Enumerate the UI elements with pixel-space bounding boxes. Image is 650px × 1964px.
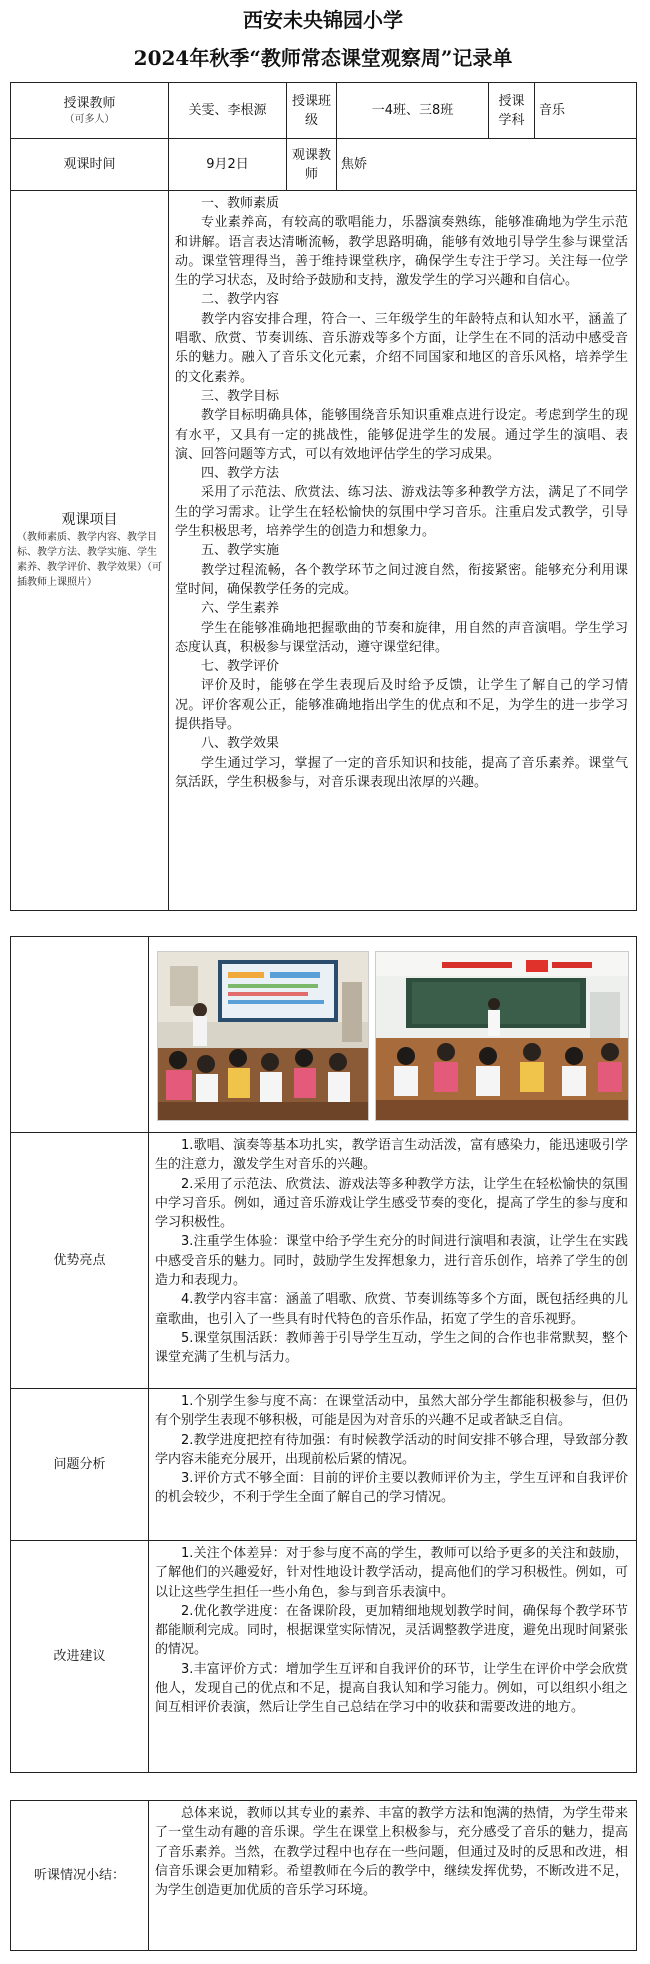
- section-heading: 一、教师素质: [201, 196, 280, 211]
- section-heading: 四、教学方法: [201, 466, 280, 482]
- section-heading: 七、教学评价: [201, 659, 280, 675]
- summary-text: 总体来说，教师以其专业的素养、丰富的教学方法和饱满的热情，为学生带来了一堂生动有趣的音乐课。学生在课堂上积极参与，充分感受了音乐的魅力，提高了音乐素养。当然，在教学过程中也存在一些问题，但通过及时的反思和改进，相信音乐课会更加精彩。希望教师在今后的教学中，继续发挥优势，不断改进不足，为学生创造更加优质的音乐学习环境。: [155, 1806, 628, 1899]
- class-value: 一4班、三8班: [337, 83, 489, 139]
- section-text: 学生通过学习，掌握了一定的音乐知识和技能，提高了音乐素养。课堂气氛活跃，学生积极参与，对音乐课表现出浓厚的兴趣。: [175, 755, 628, 790]
- summary-content: [149, 1801, 637, 1951]
- section-text: 教学过程流畅，各个教学环节之间过渡自然，衔接紧密。能够充分利用课堂时间，确保教学任务的完成。: [175, 562, 628, 597]
- strength-item: 4.教学内容丰富：涵盖了唱歌、欣赏、节奏训练等多个方面，既包括经典的儿童歌曲，也引入了一些具有时代特色的音乐作品，拓宽了学生的音乐视野。: [155, 1292, 628, 1327]
- observation-content: [169, 191, 637, 911]
- observer-label: 观课教师: [287, 139, 337, 191]
- photos-cell: [149, 937, 637, 1133]
- strength-item: 1.歌唱、演奏等基本功扎实，教学语言生动活泼，富有感染力，能迅速吸引学生的注意力，激发学生对音乐的兴趣。: [155, 1138, 628, 1173]
- section-heading: 六、学生素养: [201, 601, 280, 617]
- problem-item: 1.个别学生参与度不高：在课堂活动中，虽然大部分学生都能积极参与，但仍有个别学生表现不够积极，可能是因为对音乐的兴趣不足或者缺乏自信。: [155, 1394, 628, 1429]
- classroom-photo-1-image: [158, 952, 368, 1120]
- problems-content: [149, 1389, 637, 1541]
- classroom-photo-2-image: [376, 952, 628, 1120]
- section-text: 教学内容安排合理，符合一、三年级学生的年龄特点和认知水平，涵盖了唱歌、欣赏、节奏训练、音乐游戏等多个方面，让学生在不同的活动中感受音乐的魅力。融入了音乐文化元素，介绍不同国家和地区的音乐风格，培养学生的文化素养。: [175, 311, 628, 385]
- time-label: 观课时间: [11, 139, 169, 191]
- teacher-label: 授课教师: [63, 96, 116, 111]
- summary-label: 听课情况小结：: [11, 1801, 149, 1951]
- class-label: 授课班级: [287, 83, 337, 139]
- teacher-label-cell: [11, 83, 169, 139]
- observation-note: （教师素质、教学内容、教学目标、教学方法、教学实施、学生素养、教学评价、教学效果）（可插教师上课照片）: [17, 532, 162, 588]
- strengths-label: 优势亮点: [11, 1133, 149, 1389]
- suggestions-label: 改进建议: [11, 1541, 149, 1773]
- observer-value: 焦娇: [337, 139, 637, 191]
- problem-item: 3.评价方式不够全面：目前的评价主要以教师评价为主，学生互评和自我评价的机会较少，不利于学生全面了解自己的学习情况。: [155, 1471, 628, 1506]
- subject-value: 音乐: [535, 83, 637, 139]
- suggestion-item: 3.丰富评价方式：增加学生互评和自我评价的环节，让学生在评价中学会欣赏他人，发现自己的优点和不足，提高自我认知和学习能力。例如，可以组织小组之间互相评价表演，然后让学生自己总结在学习中的收获和需要改进的地方。: [155, 1661, 628, 1716]
- teacher-value: 关雯、李根源: [169, 83, 287, 139]
- school-name: 西安未央锦园小学: [243, 8, 403, 32]
- info-table: [10, 82, 637, 911]
- strength-item: 2.采用了示范法、欣赏法、游戏法等多种教学方法，让学生在轻松愉快的氛围中学习音乐。例如，通过音乐游戏让学生感受节奏的变化，提高了学生的参与度和学习积极性。: [155, 1176, 628, 1231]
- observation-label: 观课项目: [61, 512, 118, 528]
- teacher-label-note: （可多人）: [64, 114, 115, 125]
- suggestions-content: [149, 1541, 637, 1773]
- classroom-photo-2: [375, 951, 629, 1121]
- strength-item: 5.课堂氛围活跃：教师善于引导学生互动，学生之间的合作也非常默契，整个课堂充满了生机与活力。: [155, 1330, 628, 1366]
- photo-label-cell: [11, 937, 149, 1133]
- section-text: 专业素养高，有较高的歌唱能力，乐器演奏熟练，能够准确地为学生示范和讲解。语言表达清晰流畅，教学思路明确，能够有效地引导学生参与课堂活动。课堂管理得当，善于维持课堂秩序，确保学生专注于学习。关注每一位学生的学习状态，及时给予鼓励和支持，激发学生的学习兴趣和自信心。: [175, 215, 628, 289]
- suggestion-item: 2.优化教学进度：在备课阶段，更加精细地规划教学时间，确保每个教学环节都能顺利完成。同时，根据课堂实际情况，灵活调整教学进度，避免出现时间紧张的情况。: [155, 1603, 628, 1658]
- strengths-content: [149, 1133, 637, 1389]
- section-heading: 八、教学效果: [201, 736, 280, 752]
- observation-label-cell: [11, 191, 169, 911]
- section-text: 采用了示范法、欣赏法、练习法、游戏法等多种教学方法，满足了不同学生的学习需求。让学生在轻松愉快的氛围中学习音乐。注重启发式教学，引导学生积极思考，培养学生的创造力和想象力。: [175, 485, 628, 540]
- summary-table: [10, 1800, 637, 1951]
- form-title: 2024年秋季“教师常态课堂观察周”记录单: [133, 46, 513, 70]
- subject-label: 授课学科: [489, 83, 535, 139]
- section-text: 评价及时，能够在学生表现后及时给予反馈，让学生了解自己的学习情况。评价客观公正，能够准确地指出学生的优点和不足，为学生的进一步学习提供指导。: [175, 678, 628, 733]
- suggestion-item: 1.关注个体差异：对于参与度不高的学生，教师可以给予更多的关注和鼓励，了解他们的兴趣爱好，针对性地设计教学活动，提高他们的学习积极性。例如，可以让这些学生担任一些小角色，参与到音乐表演中。: [155, 1546, 628, 1600]
- section-heading: 五、教学实施: [201, 543, 280, 559]
- time-value: 9月2日: [169, 139, 287, 191]
- section-text: 学生在能够准确地把握歌曲的节奏和旋律，用自然的声音演唱。学生学习态度认真，积极参与课堂活动，遵守课堂纪律。: [175, 620, 628, 655]
- section-heading: 三、教学目标: [201, 388, 280, 404]
- classroom-photo-1: [157, 951, 369, 1121]
- problems-label: 问题分析: [11, 1389, 149, 1541]
- problem-item: 2.教学进度把控有待加强：有时候教学活动的时间安排不够合理，导致部分教学内容未能充分展开，出现前松后紧的情况。: [155, 1432, 628, 1467]
- evaluation-table: [10, 936, 637, 1773]
- strength-item: 3.注重学生体验：课堂中给予学生充分的时间进行演唱和表演，让学生在实践中感受音乐的魅力。同时，鼓励学生发挥想象力，进行音乐创作，培养了学生的创造力和表现力。: [155, 1234, 628, 1289]
- section-text: 教学目标明确具体，能够围绕音乐知识重难点进行设定。考虑到学生的现有水平，又具有一定的挑战性，能够促进学生的发展。通过学生的演唱、表演、回答问题等方式，可以有效地评估学生的学习成果。: [175, 408, 628, 462]
- section-heading: 二、教学内容: [201, 292, 280, 308]
